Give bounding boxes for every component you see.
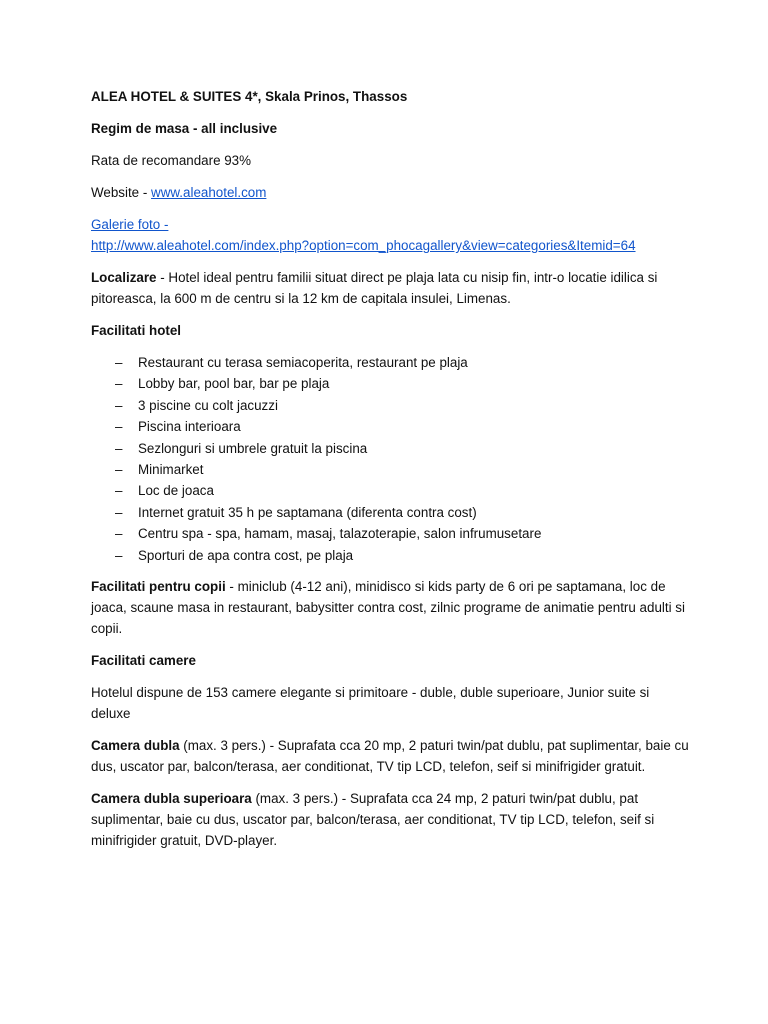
kids-facilities-paragraph (91, 576, 691, 639)
list-item-text: Restaurant cu terasa semiacoperita, restaurant pe plaja (138, 355, 468, 370)
document-page (91, 86, 691, 862)
hotel-facilities-list (91, 352, 691, 566)
double-room-text: (max. 3 pers.) - Suprafata cca 20 mp, 2 paturi twin/pat dublu, pat suplimentar, baie cu dus, uscator par, balcon/terasa, aer conditionat, TV tip LCD, telefon, seif si minifrigider gratuit. (91, 738, 689, 775)
document-title (91, 86, 691, 107)
list-item-text: Loc de joaca (138, 483, 214, 499)
list-item (91, 480, 691, 501)
room-facilities-heading: Facilitati camere (91, 653, 196, 669)
room-facilities-text: Hotelul dispune de 153 camere elegante si primitoare - duble, duble superioare, Junior suite si deluxe (91, 685, 650, 722)
list-item (91, 438, 691, 459)
list-item (91, 395, 691, 416)
kids-facilities-label: Facilitati pentru copii (91, 579, 226, 595)
dash-bullet: – (115, 376, 123, 392)
location-text: - Hotel ideal pentru familii situat direct pe plaja lata cu nisip fin, intr-o locatie idilica si pitoreasca, la 600 m de centru si la 12 km de capitala insulei, Limenas. (91, 270, 658, 306)
dash-bullet: – (115, 397, 123, 413)
location-label: Localizare (91, 270, 157, 285)
list-item (91, 502, 691, 523)
list-item (91, 373, 691, 394)
website-line (91, 182, 691, 203)
superior-room-paragraph (91, 788, 691, 851)
hotel-location: , Skala Prinos, Thassos (257, 89, 408, 104)
list-item (91, 416, 691, 437)
recommendation-rate: Rata de recomandare 93% (91, 153, 252, 168)
dash-bullet: – (115, 440, 123, 456)
list-item-text: Centru spa - spa, hamam, masaj, talazoterapie, salon infrumusetare (138, 526, 542, 542)
list-item (91, 545, 691, 566)
double-room-paragraph (91, 735, 691, 777)
photo-gallery-label-link[interactable]: Galerie foto - (91, 217, 169, 232)
location-paragraph (91, 267, 691, 309)
list-item (91, 459, 691, 480)
photo-gallery-line (91, 214, 691, 256)
list-item-text: Sporturi de apa contra cost, pe plaja (138, 547, 354, 563)
list-item (91, 352, 691, 373)
dash-bullet: – (115, 462, 123, 478)
dash-bullet: – (115, 419, 123, 435)
kids-facilities-text: - miniclub (4-12 ani), minidisco si kids party de 6 ori pe saptamana, loc de joaca, scaune masa in restaurant, babysitter contra cost, zilnic programe de animatie pentru adulti si copii. (91, 579, 685, 637)
hotel-facilities-heading: Facilitati hotel (91, 323, 182, 338)
dash-bullet: – (115, 504, 123, 520)
superior-room-label: Camera dubla superioara (91, 791, 252, 807)
list-item-text: Internet gratuit 35 h pe saptamana (diferenta contra cost) (138, 504, 477, 520)
dash-bullet: – (115, 483, 123, 499)
list-item-text: Minimarket (138, 462, 204, 478)
list-item-text: Piscina interioara (138, 419, 241, 435)
list-item-text: Lobby bar, pool bar, bar pe plaja (138, 376, 330, 392)
hotel-name: ALEA HOTEL & SUITES 4* (91, 89, 258, 104)
list-item-text: Sezlonguri si umbrele gratuit la piscina (138, 440, 368, 456)
dash-bullet: – (115, 526, 123, 542)
meal-plan: Regim de masa - all inclusive (91, 121, 278, 136)
photo-gallery-url-link[interactable]: http://www.aleahotel.com/index.php?option=com_phocagallery&view=categories&Itemid=64 (91, 238, 636, 253)
double-room-label: Camera dubla (91, 738, 180, 754)
superior-room-text: (max. 3 pers.) - Suprafata cca 24 mp, 2 paturi twin/pat dublu, pat suplimentar, baie cu dus, uscator par, balcon/terasa, aer conditionat, TV tip LCD, telefon, seif si minifrigider gratuit, DVD-player. (91, 791, 655, 849)
dash-bullet: – (115, 355, 123, 370)
website-link[interactable]: www.aleahotel.com (151, 185, 267, 200)
dash-bullet: – (115, 547, 123, 563)
website-label: Website - (91, 185, 152, 200)
list-item-text: 3 piscine cu colt jacuzzi (138, 397, 278, 413)
list-item (91, 523, 691, 544)
